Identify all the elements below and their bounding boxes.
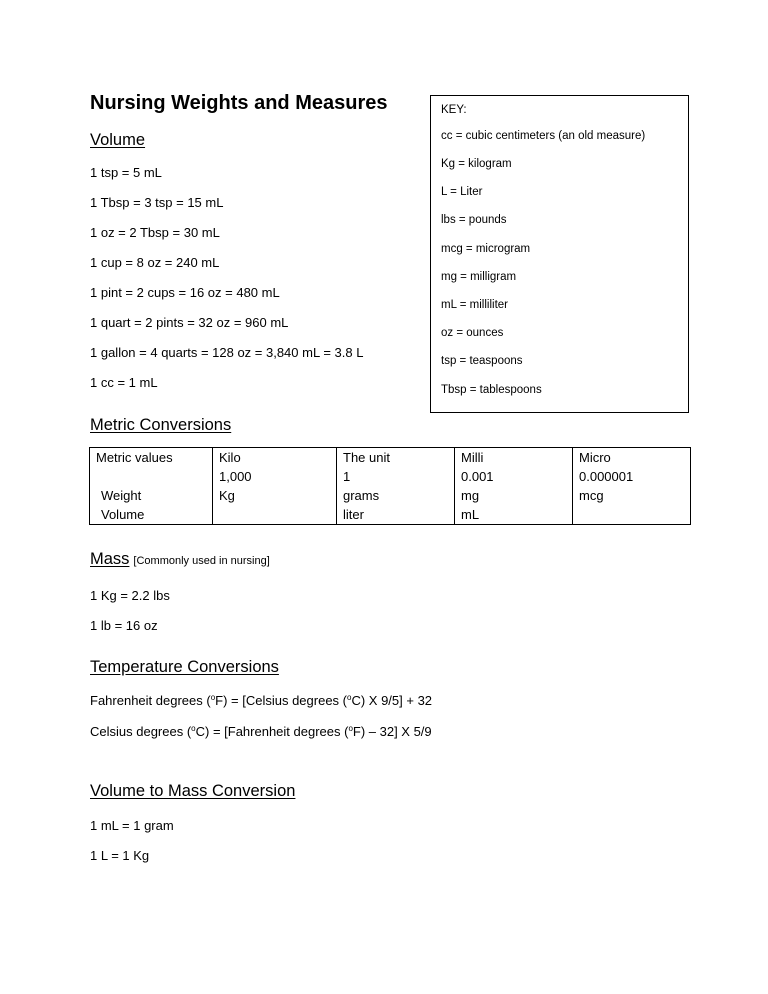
table-cell: Kg: [213, 486, 337, 505]
degree-mark: o: [347, 693, 352, 702]
fahrenheit-formula: [90, 693, 432, 708]
table-cell: grams: [337, 486, 455, 505]
mass-heading-row: [90, 550, 270, 569]
volume-to-mass-line: 1 L = 1 Kg: [90, 848, 150, 863]
table-cell: Kilo: [213, 448, 337, 468]
volume-to-mass-heading: Volume to Mass Conversion: [90, 782, 296, 800]
key-item: Tbsp = tablespoons: [441, 384, 542, 396]
volume-line: 1 pint = 2 cups = 16 oz = 480 mL: [90, 285, 280, 300]
volume-line: 1 oz = 2 Tbsp = 30 mL: [90, 225, 220, 240]
key-item: Kg = kilogram: [441, 158, 512, 170]
degree-mark: o: [191, 724, 196, 733]
volume-line: 1 tsp = 5 mL: [90, 165, 162, 180]
mass-line: 1 Kg = 2.2 lbs: [90, 588, 170, 603]
celsius-formula: [90, 724, 432, 739]
table-cell: mg: [455, 486, 573, 505]
mass-line: 1 lb = 16 oz: [90, 618, 158, 633]
table-cell: [573, 505, 691, 525]
volume-heading: Volume: [90, 131, 146, 149]
metric-heading: Metric Conversions: [90, 416, 232, 434]
table-cell: [90, 467, 213, 486]
degree-mark: o: [348, 724, 353, 733]
table-cell: Volume: [90, 505, 213, 525]
mass-heading: Mass: [90, 550, 130, 568]
volume-line: 1 cup = 8 oz = 240 mL: [90, 255, 220, 270]
table-cell: mcg: [573, 486, 691, 505]
temperature-heading: Temperature Conversions: [90, 658, 279, 676]
key-item: cc = cubic centimeters (an old measure): [441, 130, 646, 142]
table-cell: Micro: [573, 448, 691, 468]
formula-text: F) = [Celsius degrees (: [215, 693, 347, 708]
table-cell: 0.000001: [573, 467, 691, 486]
mass-note: [Commonly used in nursing]: [133, 555, 270, 567]
key-item: mg = milligram: [441, 271, 517, 283]
volume-line: 1 cc = 1 mL: [90, 375, 158, 390]
table-cell: Milli: [455, 448, 573, 468]
table-cell: The unit: [337, 448, 455, 468]
table-row: [90, 505, 691, 525]
formula-text: Celsius degrees (: [90, 724, 192, 739]
volume-line: 1 quart = 2 pints = 32 oz = 960 mL: [90, 315, 289, 330]
page-title: Nursing Weights and Measures: [90, 92, 388, 114]
volume-to-mass-line: 1 mL = 1 gram: [90, 818, 174, 833]
table-cell: Weight: [90, 486, 213, 505]
table-cell: Metric values: [90, 448, 213, 468]
table-row: [90, 448, 691, 468]
table-cell: 0.001: [455, 467, 573, 486]
table-cell: 1,000: [213, 467, 337, 486]
key-item: L = Liter: [441, 186, 483, 198]
key-heading: KEY:: [441, 104, 467, 116]
key-item: tsp = teaspoons: [441, 355, 523, 367]
key-item: lbs = pounds: [441, 214, 507, 226]
table-cell: liter: [337, 505, 455, 525]
formula-text: F) – 32] X 5/9: [352, 724, 432, 739]
table-row: [90, 486, 691, 505]
volume-line: 1 gallon = 4 quarts = 128 oz = 3,840 mL = 3.8 L: [90, 345, 364, 360]
formula-text: Fahrenheit degrees (: [90, 693, 211, 708]
volume-line: 1 Tbsp = 3 tsp = 15 mL: [90, 195, 224, 210]
table-row: [90, 467, 691, 486]
table-cell: [213, 505, 337, 525]
degree-mark: o: [210, 693, 216, 702]
key-item: mcg = microgram: [441, 243, 531, 255]
formula-text: C) X 9/5] + 32: [351, 693, 433, 708]
metric-table: [89, 447, 691, 525]
table-cell: mL: [455, 505, 573, 525]
key-box: [430, 95, 689, 413]
formula-text: C) = [Fahrenheit degrees (: [195, 724, 349, 739]
key-item: oz = ounces: [441, 327, 504, 339]
key-item: mL = milliliter: [441, 299, 508, 311]
table-cell: 1: [337, 467, 455, 486]
